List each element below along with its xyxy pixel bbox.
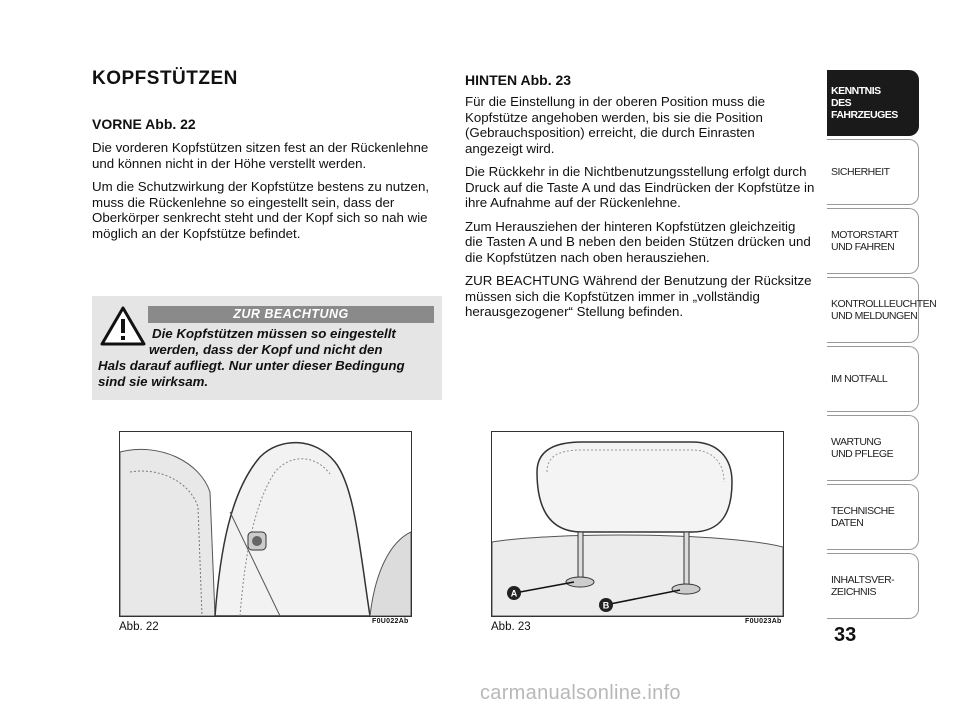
tab-kenntnis[interactable]: [827, 70, 919, 136]
right-column: [465, 72, 815, 328]
tab-wartung[interactable]: [827, 415, 919, 481]
label-b: B: [602, 600, 610, 611]
tab-kontrollleuchten[interactable]: [827, 277, 937, 343]
front-headrest-illustration: [120, 432, 411, 616]
watermark: carmanualsonline.info: [480, 682, 681, 704]
warning-box: [92, 296, 442, 400]
page-number: 33: [834, 624, 857, 646]
tab-inhaltsverzeichnis[interactable]: [827, 553, 919, 619]
rear-paragraph-3: Zum Herausziehen der hinteren Kopfstützen gleichzeitig die Tasten A und B neben den beiden Stützen drücken und die Kopfstützen nach oben herausziehen.: [465, 218, 811, 265]
tab-label: WARTUNG UND PFLEGE: [831, 436, 894, 460]
warning-line-2: werden, dass der Kopf und nicht den: [149, 342, 383, 357]
tab-label: MOTORSTART UND FAHREN: [831, 229, 899, 253]
tab-label: KONTROLLLEUCHTEN UND MELDUNGEN: [831, 298, 937, 322]
warning-text: [92, 326, 432, 390]
figure-22-caption: Abb. 22: [119, 621, 159, 633]
left-column: [92, 116, 437, 249]
figure-23-code: F0U023Ab: [745, 618, 782, 625]
front-heading: VORNE Abb. 22: [92, 116, 196, 132]
front-paragraph-1: Die vorderen Kopfstützen sitzen fest an der Rückenlehne und können nicht in der Höhe verstellt werden.: [92, 140, 429, 171]
warning-line-1: Die Kopfstützen müssen so eingestellt: [152, 326, 396, 341]
tab-label: IM NOTFALL: [831, 373, 888, 385]
front-paragraph-2: Um die Schutzwirkung der Kopfstütze bestens zu nutzen, muss die Rückenlehne so eingestellt sein, dass der Oberkörper senkrecht steht und der Kopf sich so nah wie möglich an der Kopfstütze befindet.: [92, 179, 430, 241]
tab-im-notfall[interactable]: [827, 346, 919, 412]
tab-technische-daten[interactable]: [827, 484, 919, 550]
tab-motorstart[interactable]: [827, 208, 919, 274]
rear-heading: HINTEN Abb. 23: [465, 72, 572, 88]
figure-23-caption: Abb. 23: [491, 621, 531, 633]
rear-paragraph-2: Die Rückkehr in die Nichtbenutzungsstellung erfolgt durch Druck auf die Taste A und das Eindrücken der Kopfstütze in ihre Aufnahme auf der Rückenlehne.: [465, 164, 815, 210]
tab-label: SICHERHEIT: [831, 166, 890, 178]
warning-line-3: Hals darauf aufliegt. Nur unter dieser Bedingung sind sie wirksam.: [98, 358, 405, 389]
figure-front-headrest: [119, 431, 412, 617]
rear-paragraph-1: Für die Einstellung in der oberen Position muss die Kopfstütze angehoben werden, bis sie die Position (Gebrauchsposition) erreicht, die durch Einrasten angezeigt wird.: [465, 94, 766, 156]
figure-22-code: F0U022Ab: [372, 618, 409, 625]
label-a: A: [510, 588, 518, 599]
figure-rear-headrest: [491, 431, 784, 617]
warning-label: ZUR BEACHTUNG: [148, 306, 434, 323]
tab-label: INHALTSVER- ZEICHNIS: [831, 574, 895, 598]
tab-sicherheit[interactable]: [827, 139, 919, 205]
tab-label: KENNTNIS DES FAHRZEUGES: [831, 85, 898, 121]
tab-label: TECHNISCHE DATEN: [831, 505, 895, 529]
rear-headrest-illustration: [492, 432, 783, 616]
page-title: KOPFSTÜTZEN: [92, 68, 238, 89]
rear-paragraph-4: ZUR BEACHTUNG Während der Benutzung der Rücksitze müssen sich die Kopfstützen immer in „vollständig herausgezogener“ Stellung befinden.: [465, 273, 812, 319]
